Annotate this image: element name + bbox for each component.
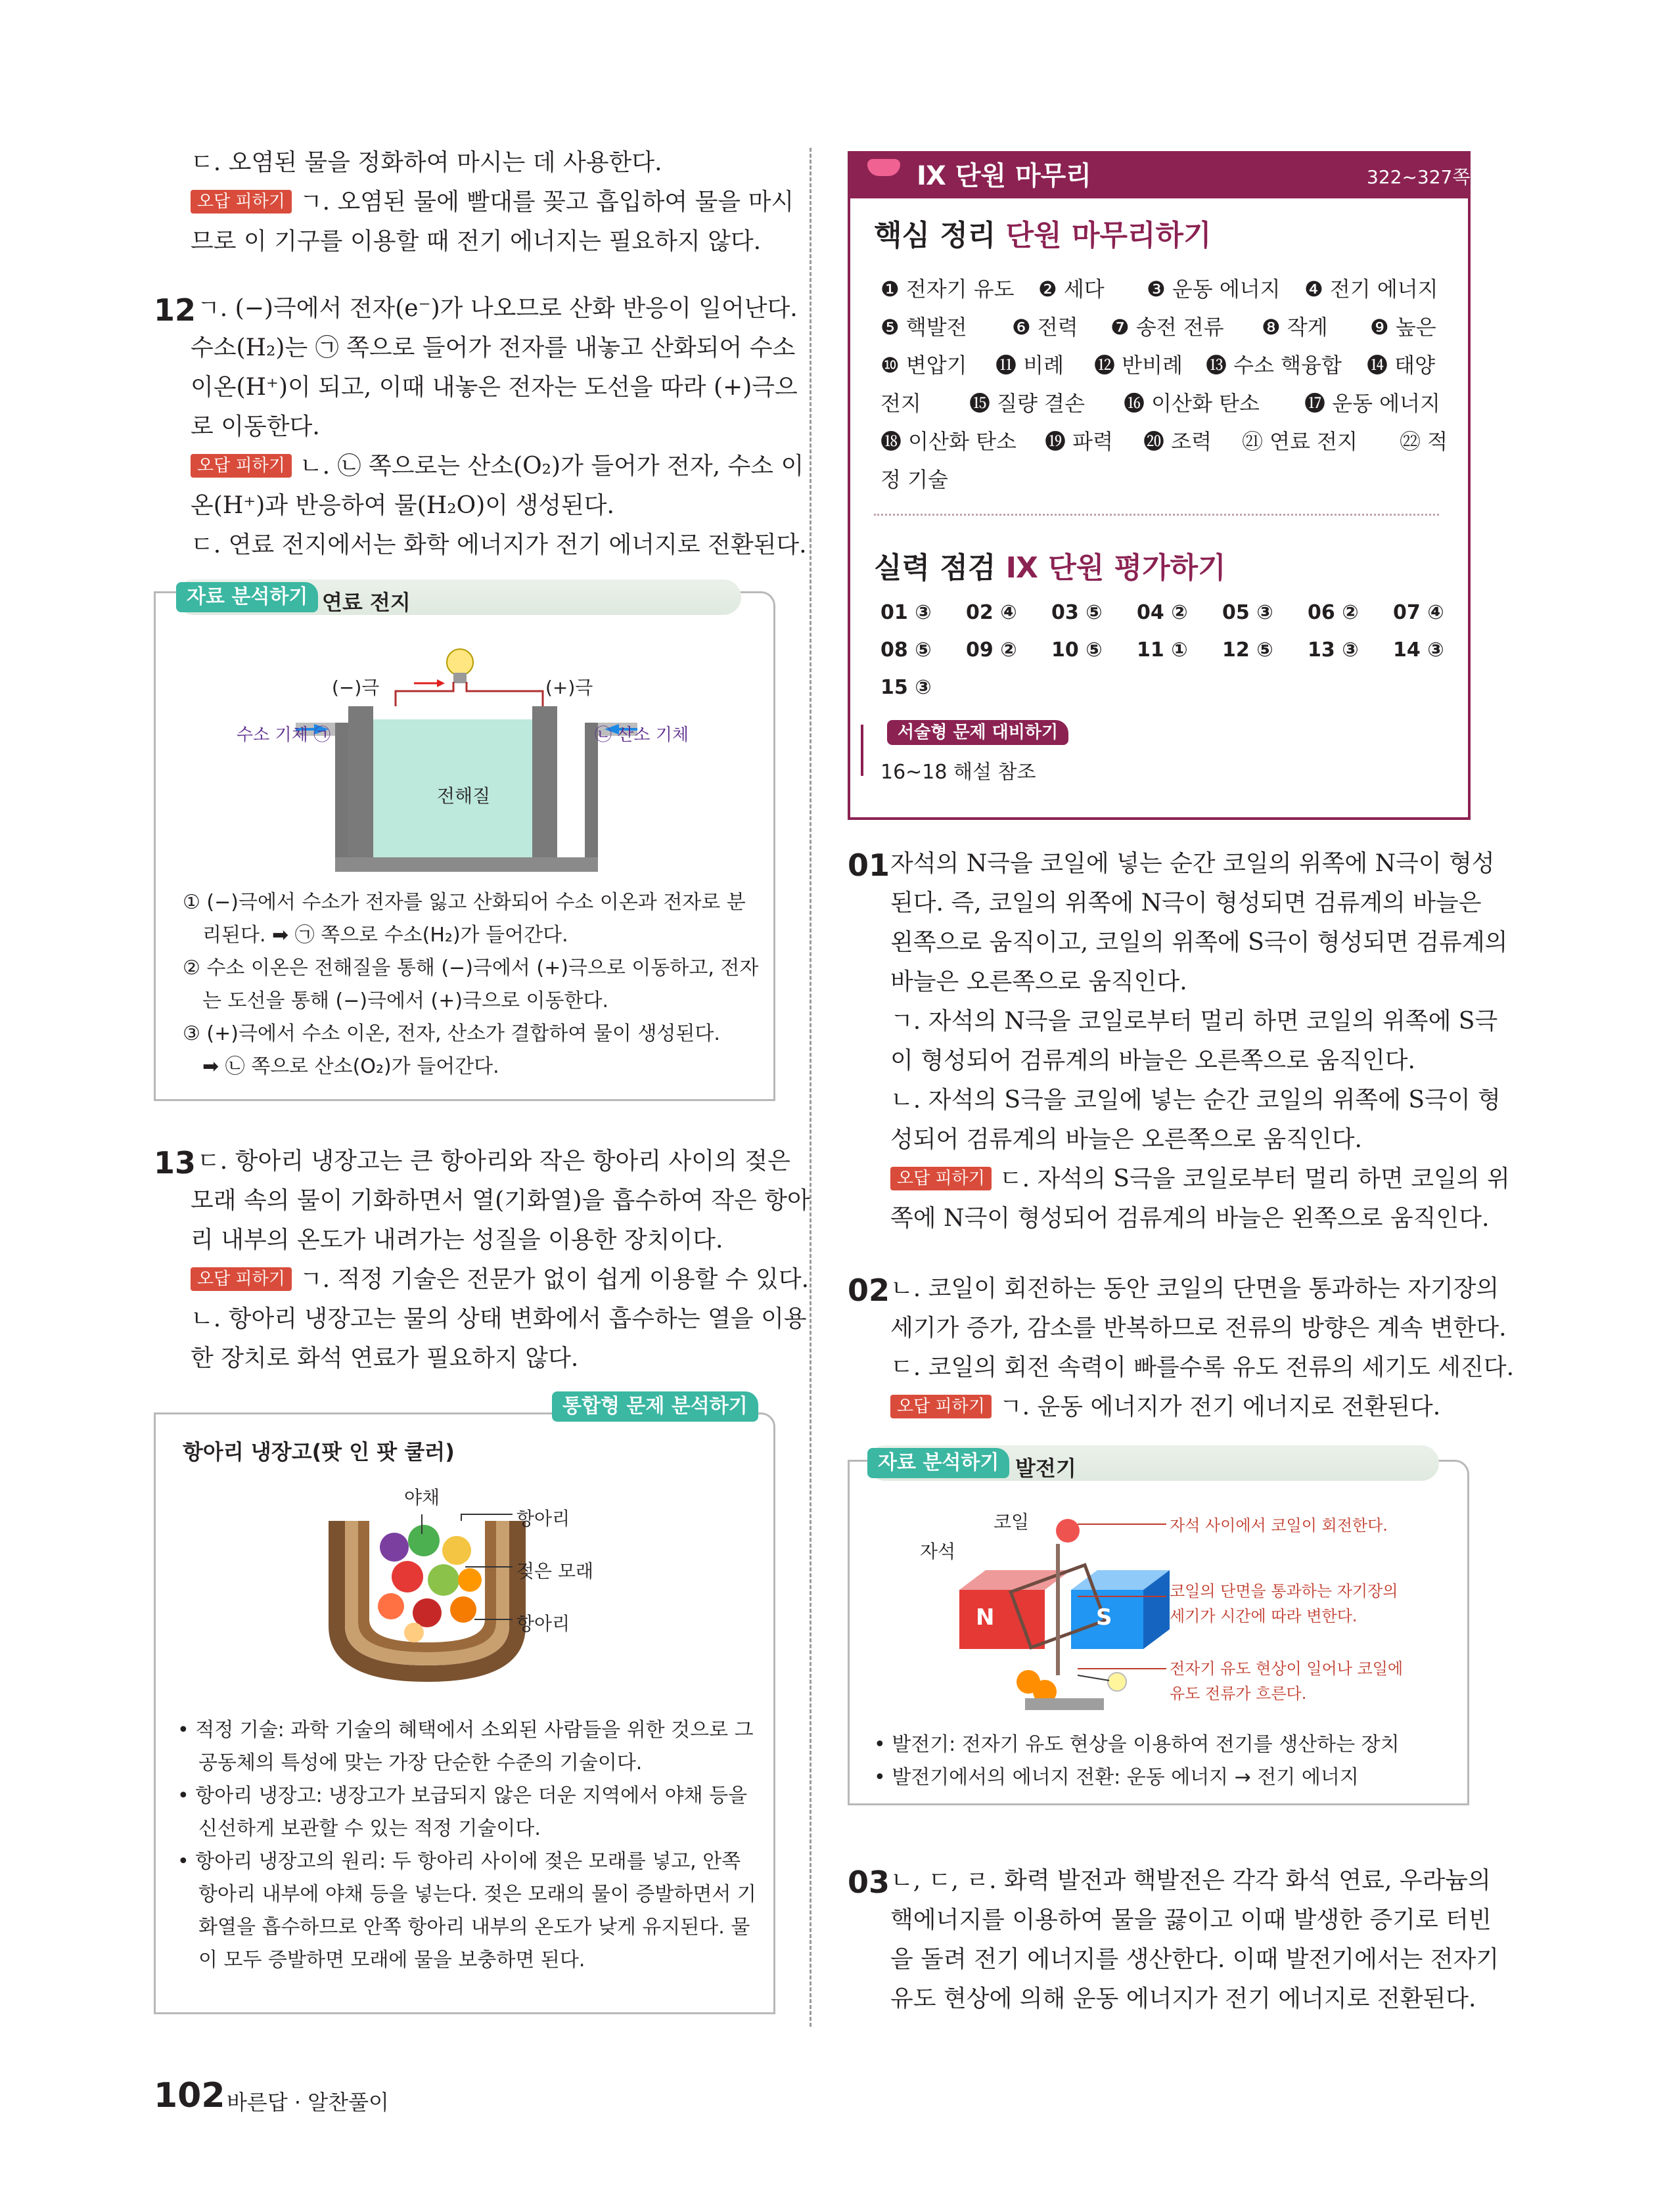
keyword: ❹ 전기 에너지 (1304, 277, 1438, 302)
q01-line: 자석의 N극을 코일에 넣는 순간 코일의 위쪽에 N극이 형성 (890, 850, 1495, 877)
keyword: ❿ 변압기 (880, 353, 967, 378)
keyword: ⓲ 이산화 탄소 (880, 429, 1017, 454)
keyword: ❶ 전자기 유도 (880, 277, 1015, 302)
answer: 08 ⑤ (880, 639, 932, 662)
box-bullet: 공동체의 특성에 맞는 가장 단순한 수준의 기술이다. (198, 1751, 643, 1774)
box-bullet: 는 도선을 통해 (−)극에서 (+)극으로 이동한다. (202, 989, 608, 1012)
jar-label: 항아리 (516, 1508, 570, 1529)
q13-line: ㄴ. 항아리 냉장고는 물의 상태 변화에서 흡수하는 열을 이용 (191, 1305, 807, 1332)
q03-line: 을 돌려 전기 에너지를 생산한다. 이때 발전기에서는 전자기 (890, 1946, 1499, 1973)
south-pole-label: S (1096, 1604, 1112, 1631)
answer: 15 ③ (880, 676, 932, 699)
coil-label: 코일 (994, 1511, 1030, 1533)
top-line-3: 므로 이 기구를 이용할 때 전기 에너지는 필요하지 않다. (191, 228, 762, 255)
keyword: ❽ 작게 (1262, 315, 1328, 340)
q12-line: ㄱ. (−)극에서 전자(e⁻)가 나오므로 산화 반응이 일어난다. (197, 295, 798, 322)
keyword: ❺ 핵발전 (880, 315, 967, 340)
keyword: ⓰ 이산화 탄소 (1124, 391, 1260, 416)
keyword: 전지 (880, 391, 921, 416)
box-bullet: 화열을 흡수하므로 안쪽 항아리 내부의 온도가 낮게 유지된다. 물 (198, 1916, 750, 1939)
box-bullet: ➡ ㉡ 쪽으로 산소(O₂)가 들어간다. (202, 1055, 499, 1078)
answer: 03 ⑤ (1051, 601, 1103, 624)
box-bullet: ③ (+)극에서 수소 이온, 전자, 산소가 결합하여 물이 생성된다. (183, 1022, 720, 1045)
electrolyte-label: 전해질 (437, 785, 491, 807)
box-title: 발전기 (1015, 1456, 1076, 1481)
keyword: ⓳ 파력 (1045, 429, 1113, 454)
section-heading: 실력 점검 Ⅸ 단원 평가하기 (874, 551, 1226, 585)
q13-line: 한 장치로 화석 연료가 필요하지 않다. (191, 1345, 579, 1372)
magnet-label: 자석 (920, 1541, 956, 1562)
footer-title: 바른답 · 알찬풀이 (227, 2090, 389, 2115)
q13-tag-line: 오답 피하기 ㄱ. 적정 기술은 전문가 없이 쉽게 이용할 수 있다. (191, 1260, 809, 1299)
keyword: ❷ 세다 (1038, 277, 1105, 302)
keyword: ㉒ 적 (1400, 429, 1448, 454)
keyword: ⓴ 조력 (1143, 429, 1212, 454)
positive-electrode-label: (+)극 (545, 677, 593, 698)
essay-text: 16~18 해설 참조 (880, 761, 1036, 784)
keyword: ❾ 높은 (1370, 315, 1436, 340)
q01-line: 성되어 검류계의 바늘은 오른쪽으로 움직인다. (890, 1126, 1362, 1153)
keyword: ⓱ 운동 에너지 (1304, 391, 1440, 416)
box-bullet: 신선하게 보관할 수 있는 적정 기술이다. (198, 1817, 541, 1840)
q01-line: 이 형성되어 검류계의 바늘은 오른쪽으로 움직인다. (890, 1047, 1415, 1074)
q13-line: 모래 속의 물이 기화하면서 열(기화열)을 흡수하여 작은 항아 (191, 1187, 810, 1214)
q13-line: 리 내부의 온도가 내려가는 성질을 이용한 장치이다. (191, 1227, 723, 1253)
column-divider (810, 148, 812, 2027)
box-title: 연료 전지 (322, 590, 411, 615)
q01-line: 왼쪽으로 움직이고, 코일의 위쪽에 S극이 형성되면 검류계의 (890, 929, 1508, 956)
q01-tag-line: 오답 피하기 ㄷ. 자석의 S극을 코일로부터 멀리 하면 코일의 위 (890, 1160, 1510, 1199)
box-bullet: 항아리 내부에 야채 등을 넣는다. 젖은 모래의 물이 증발하면서 기 (198, 1883, 756, 1906)
answer: 06 ② (1308, 601, 1359, 624)
fuel-cell-diagram (217, 644, 729, 887)
q12-line: 로 이동한다. (191, 413, 320, 440)
keyword: ⓭ 수소 핵융합 (1206, 353, 1342, 378)
q01-line: 된다. 즉, 코일의 위쪽에 N극이 형성되면 검류계의 바늘은 (890, 890, 1482, 916)
keyword: ⓯ 질량 결손 (969, 391, 1085, 416)
q02-line: ㄷ. 코일의 회전 속력이 빠를수록 유도 전류의 세기도 세진다. (890, 1354, 1515, 1381)
oxygen-gas-label: ㉡ 산소 기체 (595, 725, 689, 745)
answer: 01 ③ (880, 601, 932, 624)
wrong-answer-tag: 오답 피하기 (890, 1167, 992, 1190)
answer: 13 ③ (1308, 639, 1359, 662)
q02-tag-line: 오답 피하기 ㄱ. 운동 에너지가 전기 에너지로 전환된다. (890, 1388, 1440, 1427)
q01-line: ㄱ. 자석의 N극을 코일로부터 멀리 하면 코일의 위쪽에 S극 (890, 1008, 1498, 1035)
box-bullet: ① (−)극에서 수소가 전자를 잃고 산화되어 수소 이온과 전자로 분 (183, 891, 746, 914)
section-heading: 핵심 정리 단원 마무리하기 (874, 219, 1212, 252)
q03-line: ㄴ, ㄷ, ㄹ. 화력 발전과 핵발전은 각각 화석 연료, 우라늄의 (890, 1867, 1491, 1894)
q01-line: 바늘은 오른쪽으로 움직인다. (890, 968, 1187, 995)
generator-leader-lines (1078, 1511, 1170, 1682)
generator-note: 세기가 시간에 따라 변한다. (1170, 1607, 1358, 1625)
q13-line: ㄷ. 항아리 냉장고는 큰 항아리와 작은 항아리 사이의 젖은 (197, 1148, 790, 1175)
box-bullet: • 항아리 냉장고: 냉장고가 보급되지 않은 더운 지역에서 야채 등을 (177, 1784, 748, 1807)
q01-line: ㄴ. 자석의 S극을 코일에 넣는 순간 코일의 위쪽에 S극이 형 (890, 1087, 1501, 1114)
answer: 09 ② (966, 639, 1017, 662)
q03-line: 핵에너지를 이용하여 물을 끓이고 이때 발생한 증기로 터빈 (890, 1907, 1492, 1933)
analysis-label: 자료 분석하기 (867, 1448, 1009, 1478)
q02-line: ㄴ. 코일이 회전하는 동안 코일의 단면을 통과하는 자기장의 (890, 1275, 1499, 1302)
essay-label: 서술형 문제 대비하기 (887, 720, 1068, 745)
pot-leader-lines (421, 1508, 526, 1639)
keyword: ⓮ 태양 (1367, 353, 1435, 378)
box-bullet: • 발전기: 전자기 유도 현상을 이용하여 전기를 생산하는 장치 (874, 1733, 1400, 1756)
q12-line: 이온(H⁺)이 되고, 이때 내놓은 전자는 도선을 따라 (+)극으 (191, 374, 798, 401)
box-bullet: ② 수소 이온은 전해질을 통해 (−)극에서 (+)극으로 이동하고, 전자 (183, 957, 759, 980)
top-line-1: ㄷ. 오염된 물을 정화하여 마시는 데 사용한다. (191, 149, 662, 176)
keyword: ㉑ 연료 전지 (1242, 429, 1358, 454)
q03-line: 유도 현상에 의해 운동 에너지가 전기 에너지로 전환된다. (890, 1985, 1476, 2012)
decoration-icon (867, 159, 900, 176)
wrong-answer-tag: 오답 피하기 (191, 454, 292, 478)
q02-line: 세기가 증가, 감소를 반복하므로 전류의 방향은 계속 변한다. (890, 1315, 1507, 1342)
question-number: 01 (848, 847, 890, 883)
analysis-label: 자료 분석하기 (176, 582, 318, 612)
hydrogen-gas-label: 수소 기체 ㉠ (237, 725, 331, 745)
answer: 10 ⑤ (1051, 639, 1103, 662)
top-line-2: 오답 피하기 ㄱ. 오염된 물에 빨대를 꽂고 흡입하여 물을 마시 (191, 183, 794, 222)
section-divider (874, 514, 1439, 516)
q12-tag-line: 오답 피하기 ㄴ. ㉡ 쪽으로는 산소(O₂)가 들어가 전자, 수소 이 (191, 447, 804, 486)
essay-accent-bar (861, 725, 863, 776)
wrong-answer-tag: 오답 피하기 (890, 1395, 992, 1418)
generator-note: 전자기 유도 현상이 일어나 코일에 (1170, 1659, 1404, 1678)
answer: 07 ④ (1393, 601, 1444, 624)
q12-line: 온(H⁺)과 반응하여 물(H₂O)이 생성된다. (191, 492, 615, 519)
box-bullet: • 발전기에서의 에너지 전환: 운동 에너지 → 전기 에너지 (874, 1766, 1359, 1789)
question-number: 13 (154, 1145, 196, 1181)
integrated-analysis-label: 통합형 문제 분석하기 (552, 1391, 758, 1422)
box-bullet: • 항아리 냉장고의 원리: 두 항아리 사이에 젖은 모래를 넣고, 안쪽 (177, 1850, 741, 1873)
keyword: ❻ 전력 (1012, 315, 1078, 340)
box-bullet: 리된다. ➡ ㉠ 쪽으로 수소(H₂)가 들어간다. (202, 924, 568, 947)
north-pole-label: N (976, 1604, 995, 1631)
keyword: ❸ 운동 에너지 (1147, 277, 1281, 302)
generator-note: 자석 사이에서 코일이 회전한다. (1170, 1516, 1388, 1535)
answer: 02 ④ (966, 601, 1017, 624)
keyword: 정 기술 (880, 467, 948, 492)
q12-line: 수소(H₂)는 ㉠ 쪽으로 들어가 전자를 내놓고 산화되어 수소 (191, 334, 796, 361)
answer: 14 ③ (1393, 639, 1444, 662)
keyword: ❼ 송전 전류 (1110, 315, 1224, 340)
jar-label: 항아리 (516, 1613, 570, 1635)
summary-title: Ⅸ 단원 마무리 (917, 161, 1091, 191)
page-range: 322~327쪽 (1367, 166, 1471, 188)
keyword: ⓫ 비례 (995, 353, 1064, 378)
q12-line: ㄷ. 연료 전지에서는 화학 에너지가 전기 에너지로 전환된다. (191, 531, 807, 558)
answer: 04 ② (1137, 601, 1188, 624)
question-number: 12 (154, 292, 196, 328)
box-bullet: 이 모두 증발하면 모래에 물을 보충하면 된다. (198, 1949, 585, 1972)
question-number: 02 (848, 1273, 890, 1308)
keyword: ⓬ 반비례 (1094, 353, 1183, 378)
generator-note: 코일의 단면을 통과하는 자기장의 (1170, 1582, 1398, 1600)
answer: 05 ③ (1222, 601, 1273, 624)
q01-line: 쪽에 N극이 형성되어 검류계의 바늘은 왼쪽으로 움직인다. (890, 1205, 1490, 1232)
question-number: 03 (848, 1864, 890, 1900)
answer: 12 ⑤ (1222, 639, 1273, 662)
wrong-answer-tag: 오답 피하기 (191, 190, 292, 214)
box-title: 항아리 냉장고(팟 인 팟 쿨러) (183, 1439, 455, 1464)
wrong-answer-tag: 오답 피하기 (191, 1267, 292, 1291)
negative-electrode-label: (−)극 (332, 677, 380, 698)
vegetable-label: 야채 (404, 1487, 440, 1508)
page-number: 102 (154, 2076, 225, 2115)
wet-sand-label: 젖은 모래 (516, 1560, 594, 1582)
generator-note: 유도 전류가 흐른다. (1170, 1684, 1307, 1703)
box-bullet: • 적정 기술: 과학 기술의 혜택에서 소외된 사람들을 위한 것으로 그 (177, 1719, 754, 1742)
answer: 11 ① (1137, 639, 1188, 662)
